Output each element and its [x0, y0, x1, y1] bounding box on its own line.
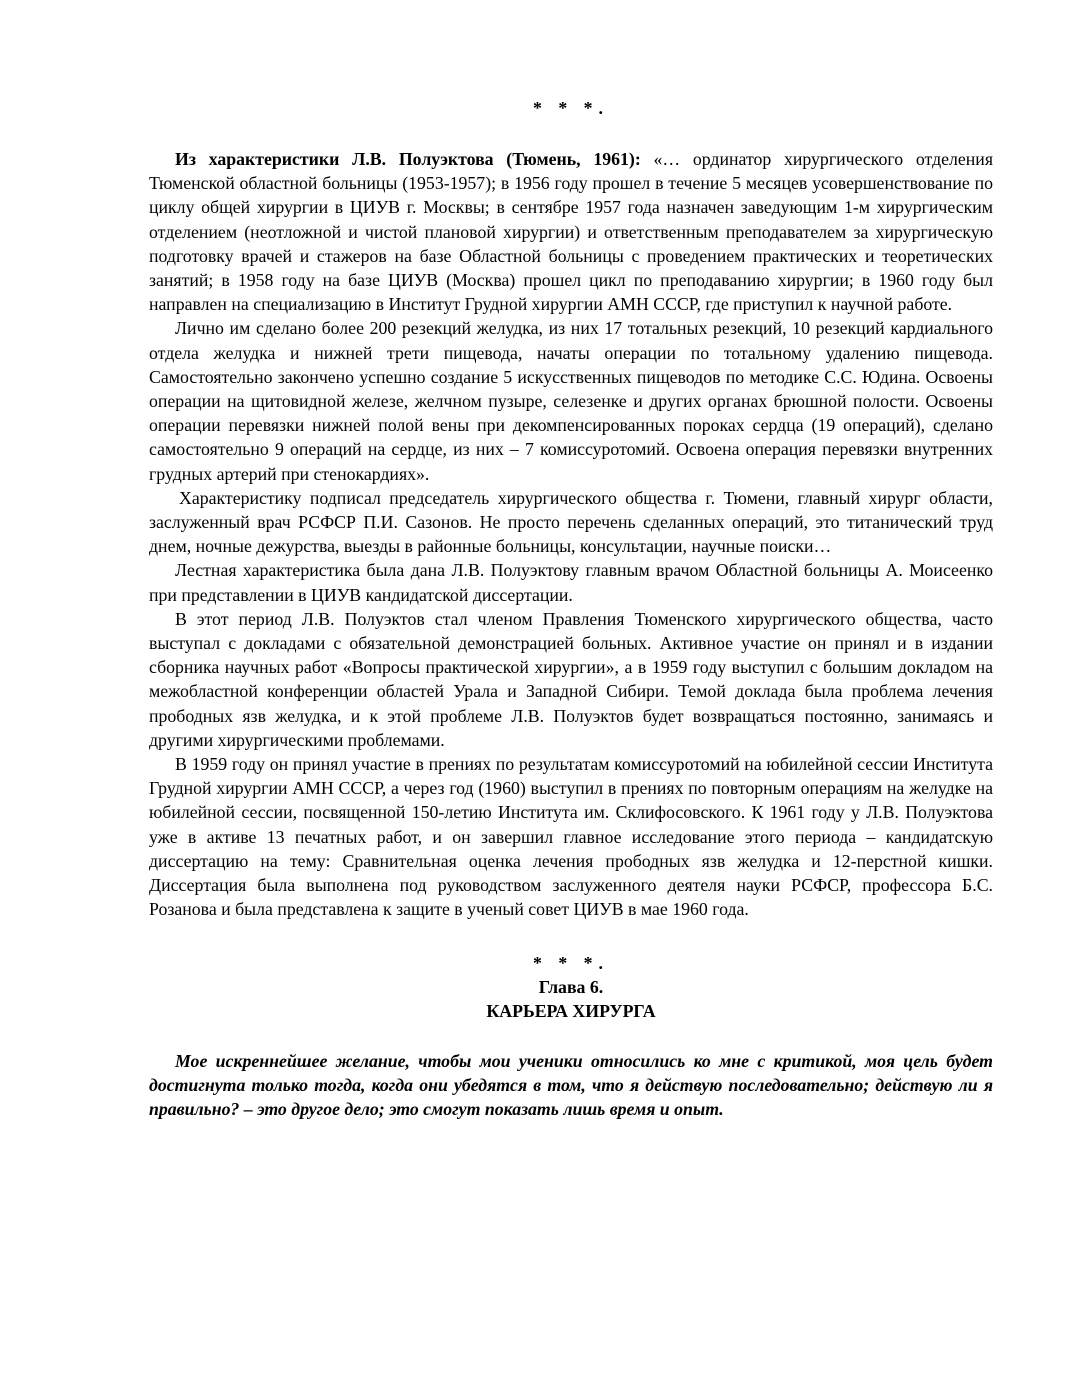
paragraph-2: Лично им сделано более 200 резекций желудка, из них 17 тотальных резекций, 10 резекций кардиального отдела желудка и нижней трети пищевода, начаты операции по тотальному удалению пищевода. Самостоятельно закончено успешно создание 5 искусственных пищеводов по методике С.С. Юдина. Освоены операции на щитовидной железе, желчном пузыре, селезенке и других органах брюшной полости. Освоены операции перевязки нижней полой вены при декомпенсированных пороках сердца (19 операций), сделано самостоятельно 9 операций на сердце, из них – 7 комиссуротомий. Освоена операция перевязки внутренних грудных артерий при стенокардиях».: [149, 318, 993, 484]
chapter-title: КАРЬЕРА ХИРУРГА: [486, 1000, 656, 1021]
paragraph-5: В этот период Л.В. Полуэктов стал членом Правления Тюменского хирургического общества, часто выступал с докладами с обязательной демонстрацией больных. Активное участие он принял и в издании сборника научных работ «Вопросы практической хирургии», а в 1959 году выступил с большим докладом на межобластной конференции областей Урала и Западной Сибири. Темой доклада была проблема лечения прободных язв желудка, и к этой проблеме Л.В. Полуэктов будет возвращаться постоянно, занимаясь и другими хирургическими проблемами.: [149, 608, 993, 750]
section-separator-bottom: * * *.: [532, 952, 609, 973]
chapter-number: Глава 6.: [538, 976, 604, 997]
paragraph-3: Характеристику подписал председатель хирургического общества г. Тюмени, главный хирург области, заслуженный врач РСФСР П.И. Сазонов. Не просто перечень сделанных операций, это титанический труд днем, ночные дежурства, выезды в районные больницы, консультации, научные поиски…: [149, 487, 993, 557]
paragraph-1: [149, 147, 993, 316]
document-page: [149, 96, 993, 1139]
section-separator-top: * * *.: [532, 98, 609, 118]
paragraph-4: Лестная характеристика была дана Л.В. Полуэктову главным врачом Областной больницы А. Моисеенко при представлении в ЦИУВ кандидатской диссертации.: [149, 560, 993, 605]
epigraph: Мое искреннейшее желание, чтобы мои ученики относились ко мне с критикой, моя цель будет достигнута только тогда, когда они убедятся в том, что я действую последовательно; действую ли я правильно? – это другое дело; это смогут показать лишь время и опыт.: [149, 1050, 993, 1119]
paragraph-1-text: «… ординатор хирургического отделения Тюменской областной больницы (1953-1957); в 1956 году прошел в течение 5 месяцев усовершенствование по циклу общей хирургии в ЦИУВ г. Москвы; в сентябре 1957 года назначен заведующим 1-м хирургическим отделением (неотложной и чистой плановой хирургии) и ответственным преподавателем за хирургическую подготовку врачей и стажеров на базе Областной больницы с проведением практических и теоретических занятий; в 1958 году на базе ЦИУВ (Москва) прошел цикл по преподаванию хирургии; в 1960 году был направлен на специализацию в Институт Грудной хирургии АМН СССР, где приступил к научной работе.: [149, 149, 994, 315]
paragraph-1-lead: Из характеристики Л.В. Полуэктова (Тюмень, 1961):: [175, 149, 641, 169]
paragraph-6: В 1959 году он принял участие в прениях по результатам комиссуротомий на юбилейной сессии Института Грудной хирургии АМН СССР, а через год (1960) выступил в прениях по повторным операциям на желудке на юбилейной сессии, посвященной 150-летию Института им. Склифосовского. К 1961 году у Л.В. Полуэктова уже в активе 13 печатных работ, и он завершил главное исследование этого периода – кандидатскую диссертацию на тему: Сравнительная оценка лечения прободных язв желудка и 12-перстной кишки. Диссертация была выполнена под руководством заслуженного деятеля науки РСФСР, профессора Б.С. Розанова и была представлена к защите в ученый совет ЦИУВ в мае 1960 года.: [149, 754, 993, 920]
